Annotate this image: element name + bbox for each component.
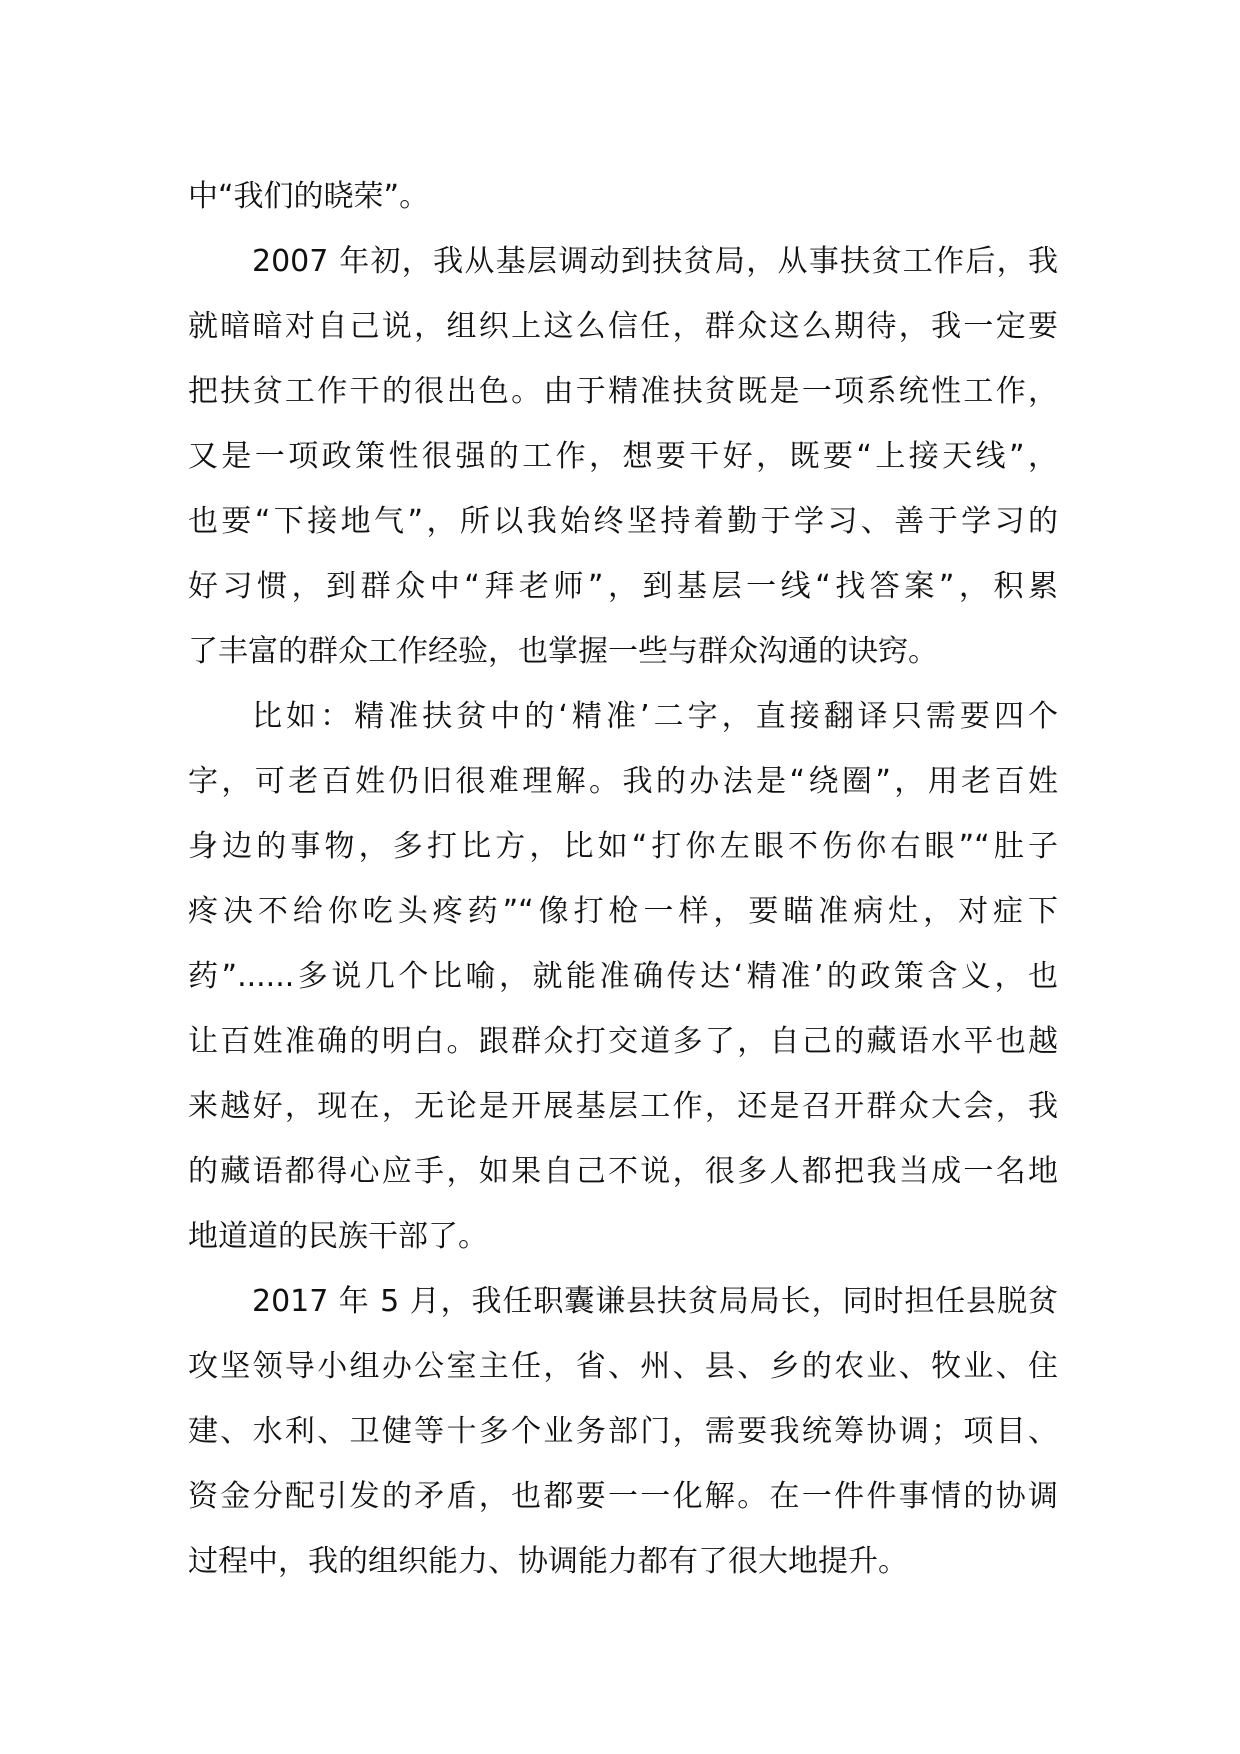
text-line: 把扶贫工作干的很出色。由于精准扶贫既是一项系统性工作， [188, 374, 1058, 409]
text-line: 过程中，我的组织能力、协调能力都有了很大地提升。 [188, 1544, 908, 1579]
text-line: 建、水利、卫健等十多个业务部门，需要我统筹协调；项目、 [188, 1414, 1058, 1449]
text-line: 就暗暗对自己说，组织上这么信任，群众这么期待，我一定要 [188, 309, 1058, 344]
text-line: 药”......多说几个比喻，就能准确传达‘精准’的政策含义，也 [188, 959, 1058, 994]
text-line: 比如：精准扶贫中的‘精准’二字，直接翻译只需要四个 [252, 699, 1058, 734]
text-line: 中“我们的晓荣”。 [188, 179, 430, 214]
text-line: 也要“下接地气”，所以我始终坚持着勤于学习、善于学习的 [188, 504, 1058, 539]
text-line: 字，可老百姓仍旧很难理解。我的办法是“绕圈”，用老百姓 [188, 764, 1058, 799]
text-line: 地道道的民族干部了。 [188, 1219, 488, 1254]
text-line: 让百姓准确的明白。跟群众打交道多了，自己的藏语水平也越 [188, 1024, 1058, 1059]
text-line: 又是一项政策性很强的工作，想要干好，既要“上接天线”， [188, 439, 1058, 474]
text-line: 2017 年 5 月，我任职囊谦县扶贫局局长，同时担任县脱贫 [252, 1284, 1058, 1319]
text-line: 身边的事物，多打比方，比如“打你左眼不伤你右眼”“肚子 [188, 829, 1058, 864]
text-line: 好习惯，到群众中“拜老师”，到基层一线“找答案”，积累 [188, 569, 1058, 604]
text-line: 攻坚领导小组办公室主任，省、州、县、乡的农业、牧业、住 [188, 1349, 1058, 1384]
text-line: 来越好，现在，无论是开展基层工作，还是召开群众大会，我 [188, 1089, 1058, 1124]
text-line: 的藏语都得心应手，如果自己不说，很多人都把我当成一名地 [188, 1154, 1058, 1189]
text-line: 疼决不给你吃头疼药”“像打枪一样，要瞄准病灶，对症下 [188, 894, 1058, 929]
text-line: 了丰富的群众工作经验，也掌握一些与群众沟通的诀窍。 [188, 634, 938, 669]
text-line: 2007 年初，我从基层调动到扶贫局，从事扶贫工作后，我 [252, 244, 1058, 279]
text-line: 资金分配引发的矛盾，也都要一一化解。在一件件事情的协调 [188, 1479, 1058, 1514]
body-text [188, 164, 1058, 1594]
